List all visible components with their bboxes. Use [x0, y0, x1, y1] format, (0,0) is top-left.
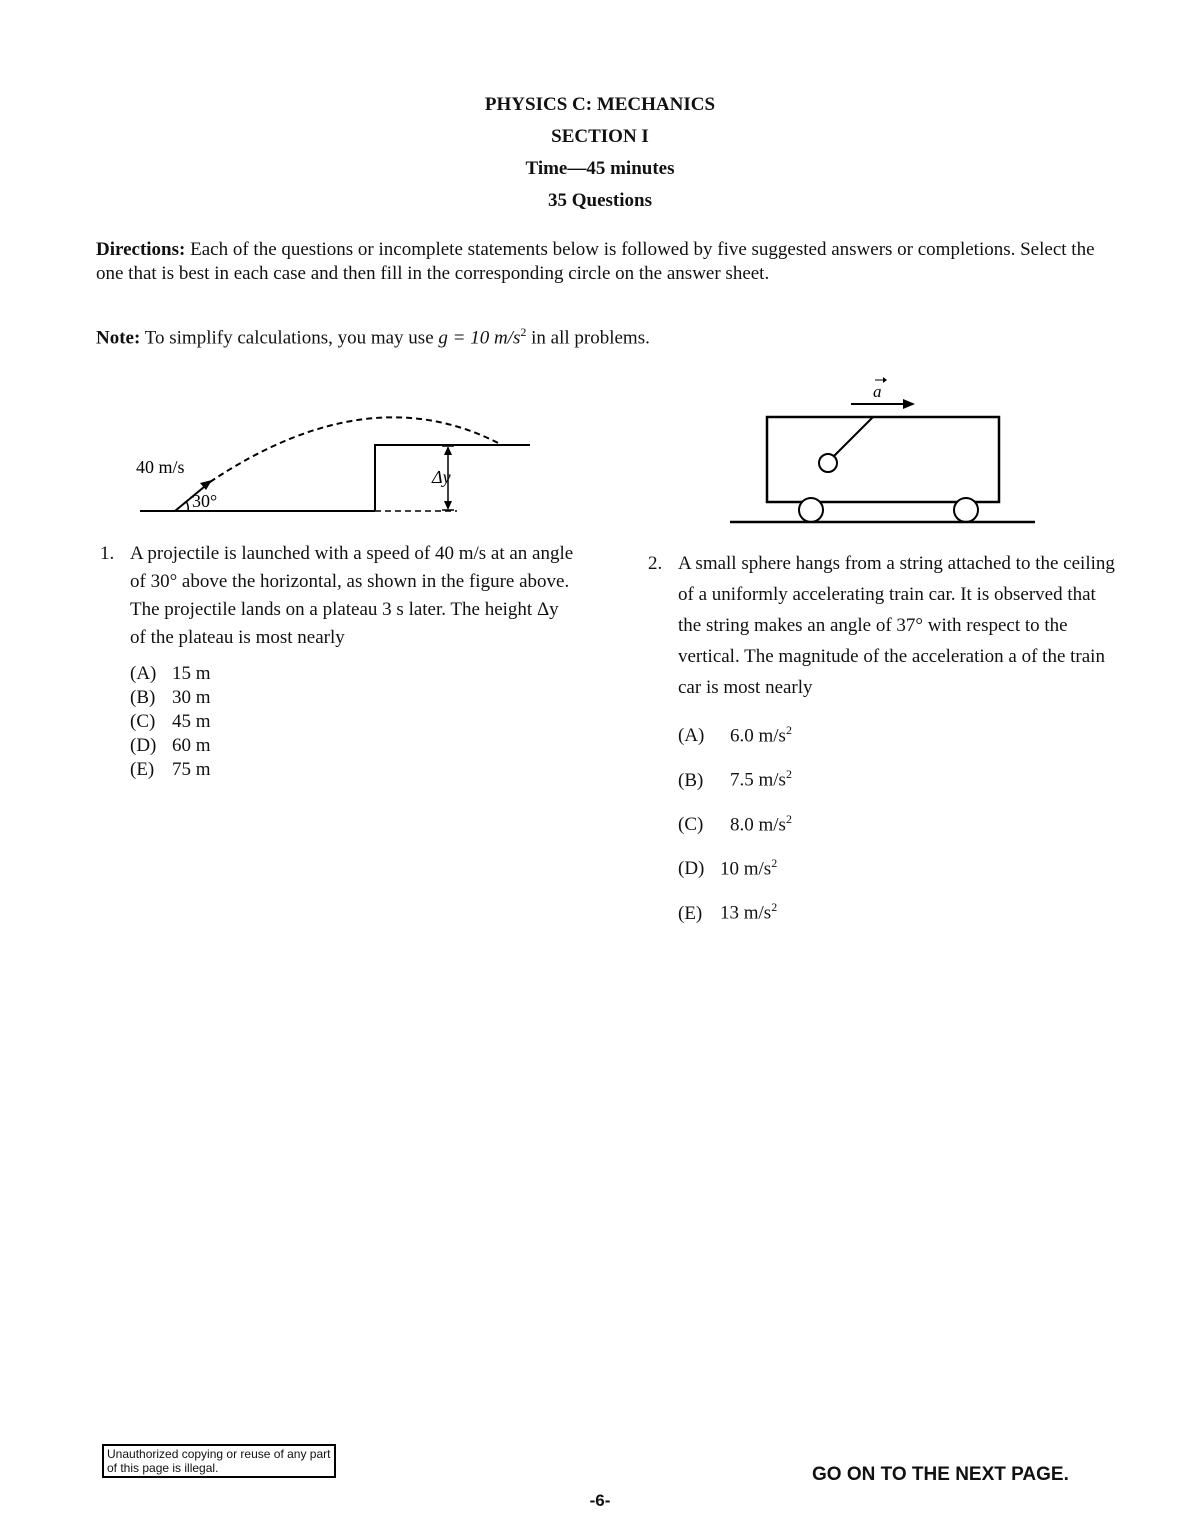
train-car-figure — [725, 372, 1045, 532]
question-2-choices — [678, 711, 1123, 933]
q1-choice-e[interactable]: (E) 75 m — [130, 759, 211, 780]
q2-choice-c[interactable]: (C) 8.0 $m/s^2$ — [678, 811, 792, 835]
page-title: PHYSICS C: MECHANICS — [484, 94, 716, 115]
note-text-before: To simplify calculations, you may use — [144, 327, 434, 349]
height-label: Δy — [432, 467, 451, 487]
question-2-number: 2. — [648, 553, 663, 574]
question-2 — [648, 548, 1123, 933]
note-text-after: in all problems. — [531, 327, 650, 349]
right-wheel — [954, 498, 978, 522]
speed-label: 40 m/s — [136, 457, 185, 477]
q1-choice-d[interactable]: (D) 60 m — [130, 735, 211, 756]
projectile-figure — [120, 385, 560, 525]
section-label: SECTION I — [551, 126, 649, 147]
question-count: 35 Questions — [548, 190, 652, 211]
plateau — [375, 445, 530, 511]
string — [833, 417, 873, 457]
directions-label: Directions: — [96, 239, 186, 260]
acceleration-label: a — [873, 382, 882, 401]
q2-choice-b[interactable]: (B) 7.5 $m/s^2$ — [678, 767, 792, 791]
question-1-choices — [130, 662, 575, 782]
q2-choice-a[interactable]: (A) 6.0 $m/s^2$ — [678, 723, 792, 747]
q1-choice-a[interactable]: (A) 15 m — [130, 663, 211, 684]
q2-choice-e[interactable]: (E) 13 $m/s^2$ — [678, 900, 778, 924]
question-2-text: A small sphere hangs from a string attached to the ceiling of a uniformly accelerating train car. It is observed that the string makes an angle of 37° with respect to the vertical. The magnitude of the acceleration a of the train car is most nearly — [678, 553, 1115, 698]
note — [96, 320, 1106, 350]
left-wheel — [799, 498, 823, 522]
question-1-number: 1. — [100, 543, 115, 564]
trajectory — [210, 417, 502, 482]
angle-arc — [186, 501, 188, 511]
sphere — [819, 454, 837, 472]
page-number: -6- — [589, 1491, 611, 1510]
q1-choice-b[interactable]: (B) 30 m — [130, 687, 211, 708]
question-1 — [100, 540, 575, 782]
question-1-text: A projectile is launched with a speed of 40 m/s at an angle of 30° above the horizontal, as shown in the figure above. The projectile lands on a plateau 3 s later. The height Δy of the plateau is most nearly — [130, 543, 574, 648]
copyright-notice: Unauthorized copying or reuse of any part of this page is illegal. — [102, 1444, 336, 1478]
train-car-body — [767, 417, 999, 502]
time-limit: Time—45 minutes — [525, 158, 675, 179]
note-exponent: 2 — [520, 325, 527, 339]
directions — [96, 238, 1106, 286]
note-label: Note: — [96, 327, 141, 349]
q1-choice-c[interactable]: (C) 45 m — [130, 711, 211, 732]
note-formula: g = 10 m/s — [438, 327, 521, 349]
angle-label: 30° — [192, 491, 218, 511]
q2-choice-d[interactable]: (D) 10 $m/s^2$ — [678, 855, 778, 880]
directions-text: Each of the questions or incomplete statements below is followed by five suggested answers or completions. Select the one that is best in each case and then fill in the corresponding circle on the answer sheet. — [96, 239, 1095, 284]
go-on-next-page: GO ON TO THE NEXT PAGE. — [812, 1464, 1069, 1485]
